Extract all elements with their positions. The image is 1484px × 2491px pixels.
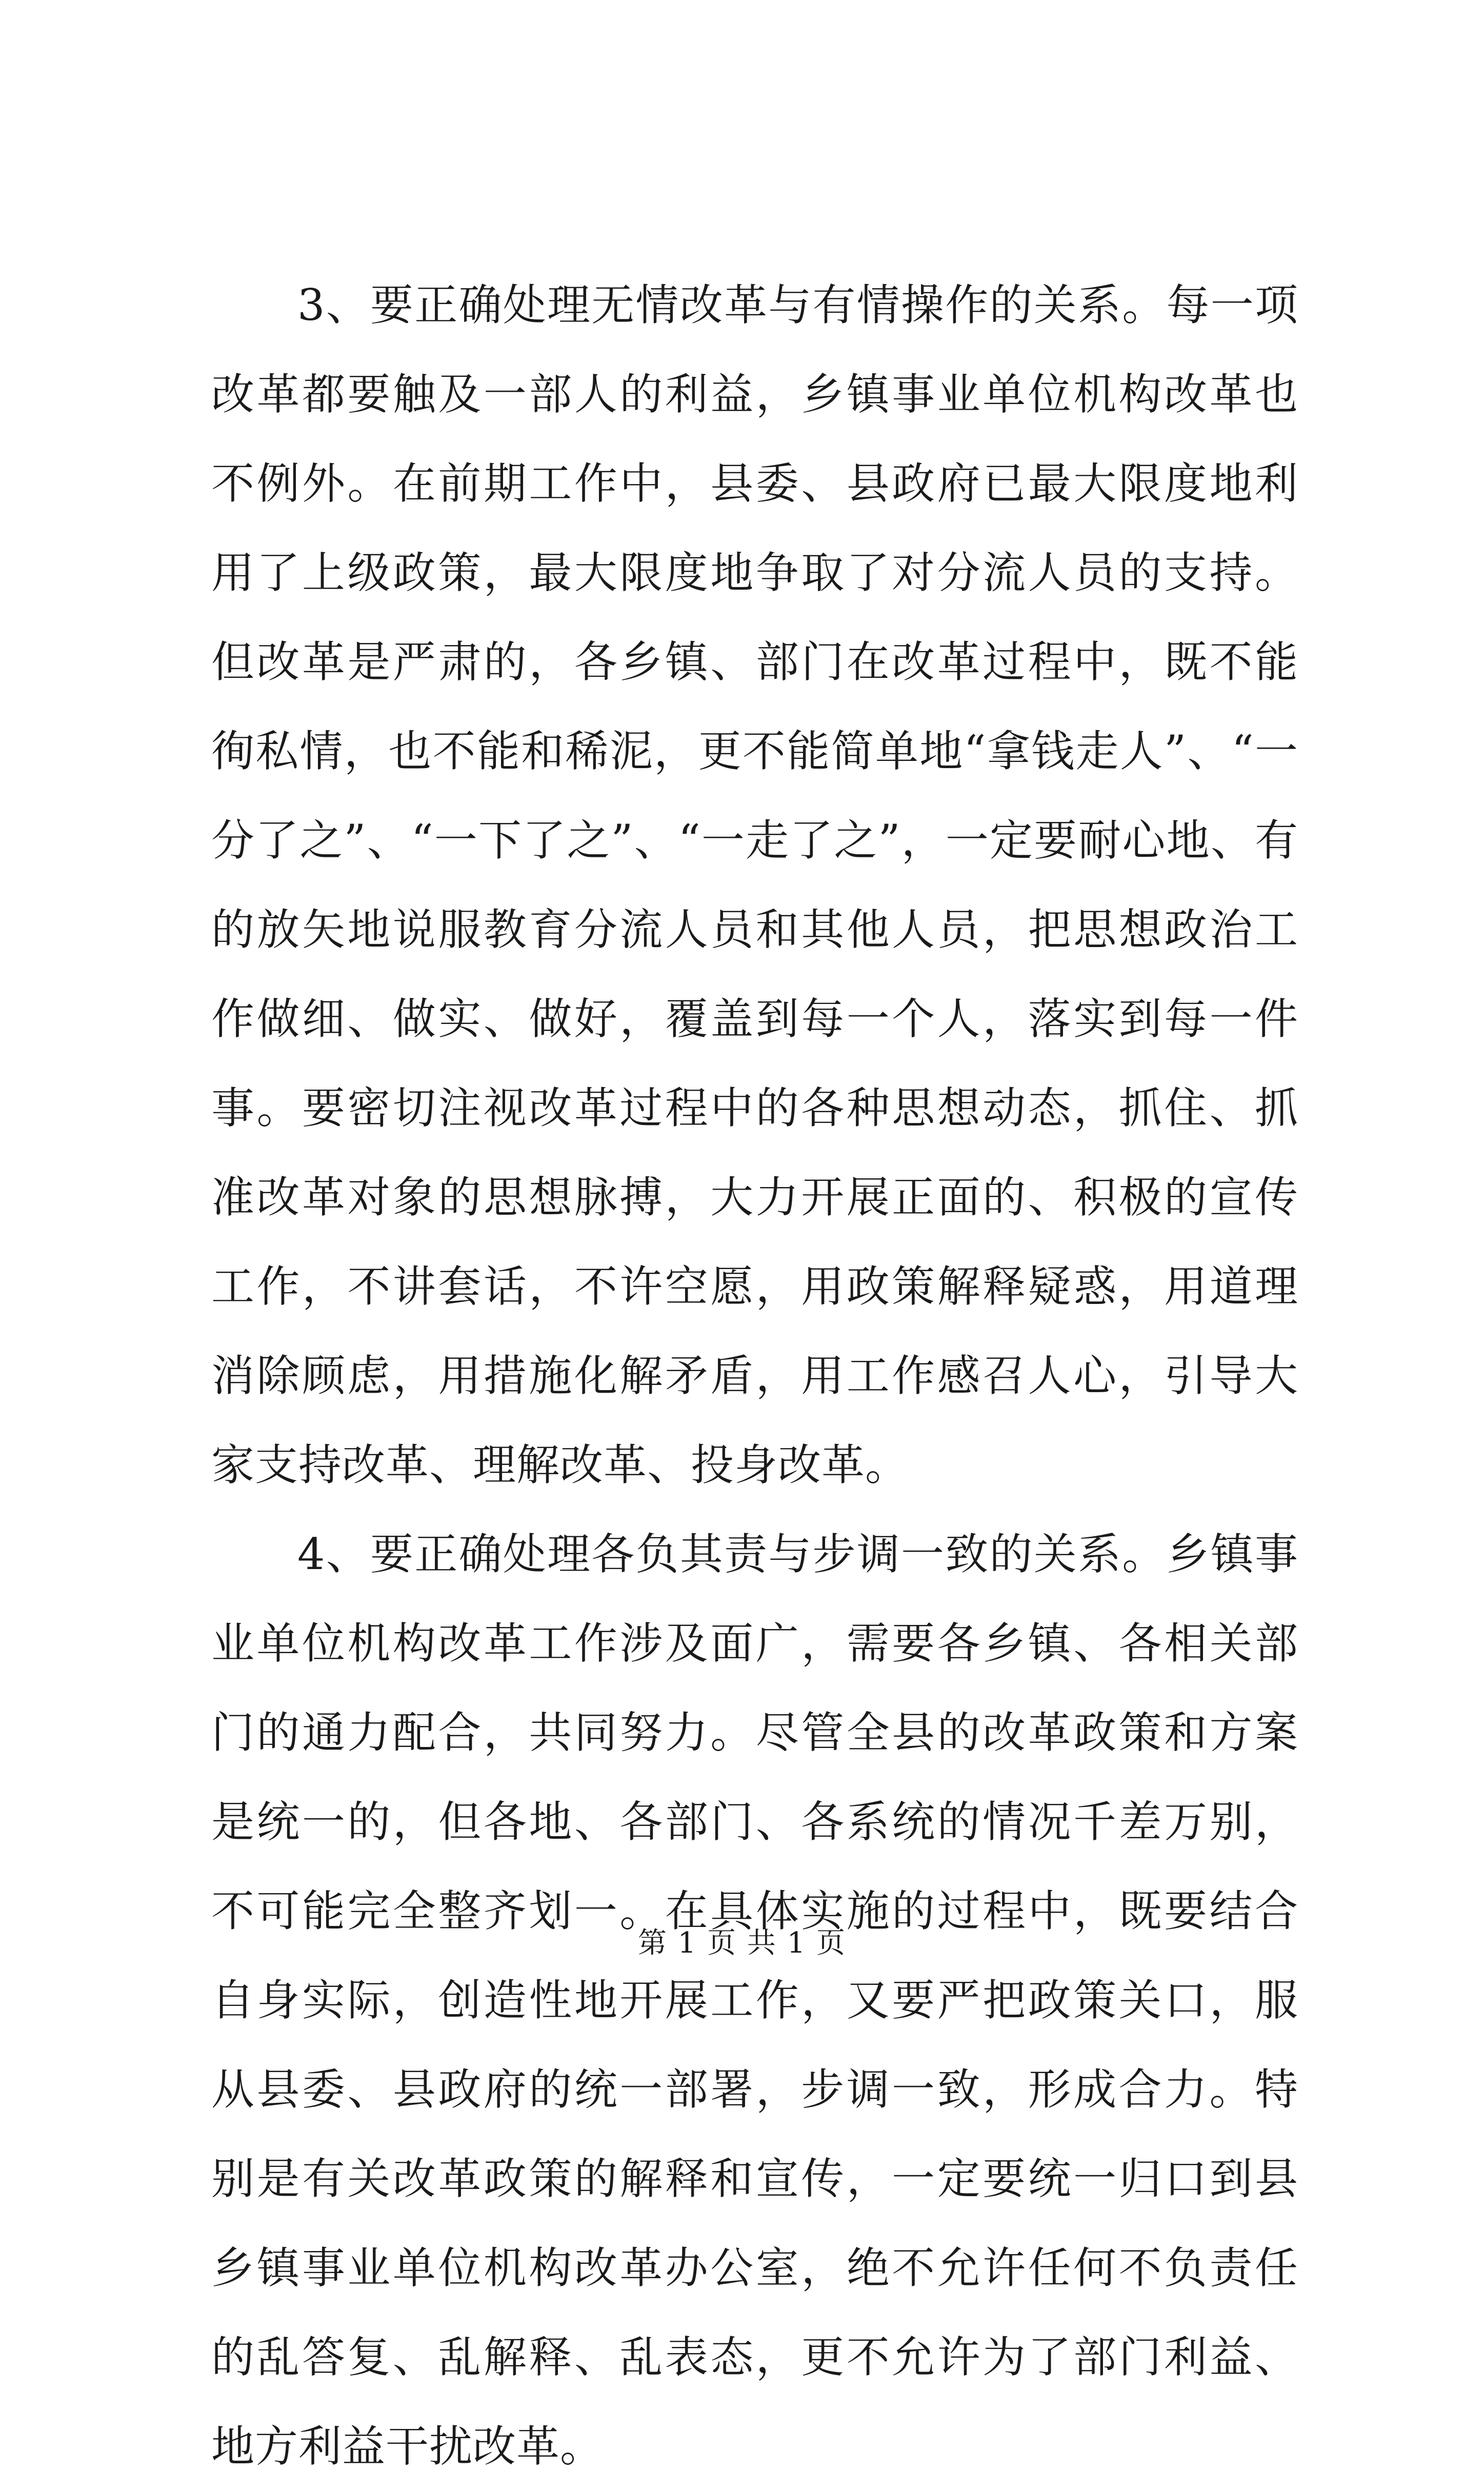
document-body [211, 260, 1298, 2491]
paragraph-4: 4、要正确处理各负其责与步调一致的关系。乡镇事业单位机构改革工作涉及面广，需要各乡镇、各相关部门的通力配合，共同努力。尽管全县的改革政策和方案是统一的，但各地、各部门、各系统的情况千差万别，不可能完全整齐划一。在具体实施的过程中，既要结合自身实际，创造性地开展工作，又要严把政策关口，服从县委、县政府的统一部署，步调一致，形成合力。特别是有关改革政策的解释和宣传，一定要统一归口到县乡镇事业单位机构改革办公室，绝不允许任何不负责任的乱答复、乱解释、乱表态，更不允许为了部门利益、地方利益干扰改革。 [211, 1529, 1298, 2472]
paragraph-3: 3、要正确处理无情改革与有情操作的关系。每一项改革都要触及一部人的利益，乡镇事业单位机构改革也不例外。在前期工作中，县委、县政府已最大限度地利用了上级政策，最大限度地争取了对分流人员的支持。但改革是严肃的，各乡镇、部门在改革过程中，既不能徇私情，也不能和稀泥，更不能简单地“拿钱走人”、“一分了之”、“一下了之”、“一走了之”，一定要耐心地、有的放矢地说服教育分流人员和其他人员，把思想政治工作做细、做实、做好，覆盖到每一个人，落实到每一件事。要密切注视改革过程中的各种思想动态，抓住、抓准改革对象的思想脉搏，大力开展正面的、积极的宣传工作，不讲套话，不许空愿，用政策解释疑惑，用道理消除顾虑，用措施化解矛盾，用工作感召人心，引导大家支持改革、理解改革、投身改革。 [211, 280, 1298, 1490]
page-number-footer: 第 1 页 共 1 页 [637, 1926, 847, 1960]
